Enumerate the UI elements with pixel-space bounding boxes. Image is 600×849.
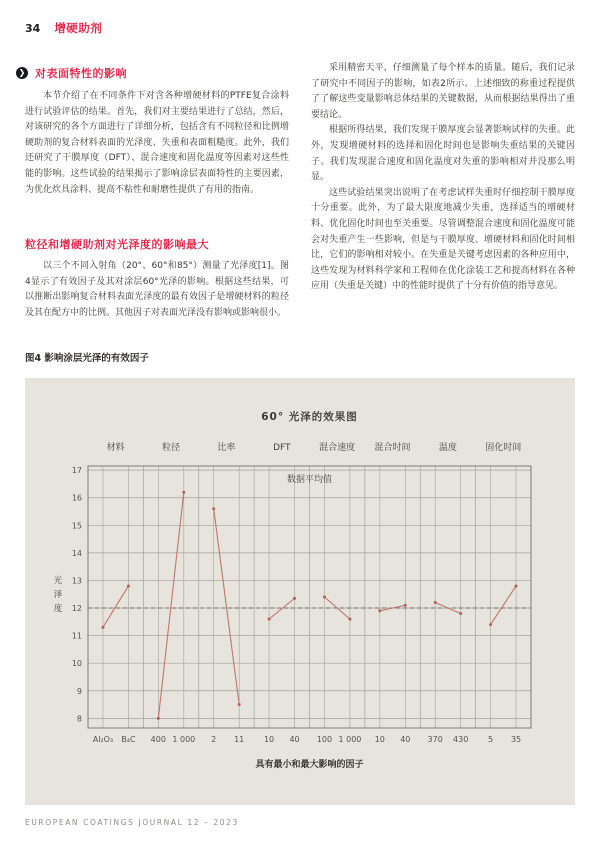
y-tick-label: 11: [71, 631, 82, 641]
body-paragraph: 本节介绍了在不同条件下对含各种增硬材料的PTFE复合涂料进行试验评估的结果。首先，我们对主要结果进行了总结，然后，对该研究的各个方面进行了详细分析，包括含有不同粒径和比例增硬助剂的复合材料表面的光泽度、失重和表面粗糙度。此外，我们还研究了干膜厚度（DFT）、混合速度和固化温度等因素对这些性能的影响。这些试验的结果揭示了影响涂层表面特性的主要因素，为优化炊具涂料、提高不粘性和耐磨性提供了有用的指南。: [25, 91, 289, 195]
arrow-bullet-icon: ❯: [16, 67, 28, 79]
x-tick-label: 11: [234, 735, 245, 744]
y-tick-label: 13: [71, 576, 82, 586]
data-segment: [103, 586, 128, 627]
data-segment: [269, 598, 294, 619]
data-point: [459, 612, 462, 615]
factor-label: 混合速度: [319, 443, 356, 453]
x-tick-label: 2: [211, 735, 217, 744]
page-header-title: 增硬助剂: [54, 21, 103, 35]
data-point: [212, 507, 215, 510]
x-axis-title: 具有最小和最大影响的因子: [255, 760, 364, 770]
right-column: [311, 61, 575, 295]
factor-label: 固化时间: [485, 443, 522, 453]
footer-journal-line: EUROPEAN COATINGS JOURNAL 12 – 2023: [25, 818, 239, 827]
left-column-paragraph-2: [25, 259, 289, 321]
body-paragraph: 这些试验结果突出说明了在考虑试样失重时仔细控制干膜厚度十分重要。此外，为了最大限度地减少失重，选择适当的增硬材料、优化固化时间也至关重要。尽管调整混合速度和固化温度可能会对失重产生一些影响，但是与干膜厚度、增硬材料和固化时间相比，它们的影响相对较小。在失重是关键考虑因素的各种应用中，这些发现为材料科学家和工程师在优化涂装工艺和提高材料在各种应用（失重是关键）中的性能时提供了十分有价值的指导意见。: [311, 187, 575, 292]
data-segment: [214, 509, 239, 705]
factor-label: DFT: [273, 443, 291, 453]
x-tick-label: 1 000: [172, 735, 196, 744]
section1-heading: [16, 65, 127, 81]
x-tick-label: 35: [510, 735, 522, 744]
section1-title: 对表面特性的影响: [35, 67, 127, 80]
x-tick-label: 40: [289, 735, 300, 744]
x-tick-label: Al₂O₃: [92, 735, 114, 744]
factor-label: 比率: [217, 443, 236, 453]
x-tick-label: 1 000: [338, 735, 362, 744]
page-header: [25, 20, 102, 36]
y-tick-label: 9: [76, 686, 82, 696]
x-tick-label: 400: [150, 735, 166, 744]
data-point: [323, 596, 326, 599]
factor-label: 材料: [106, 443, 125, 453]
x-tick-label: 100: [316, 735, 333, 744]
data-point: [157, 717, 160, 720]
data-point: [238, 703, 241, 706]
data-point: [348, 618, 351, 621]
data-point: [127, 584, 130, 587]
body-paragraph: 采用精密天平，仔细测量了每个样本的质量。随后，我们记录了研究中不同因子的影响，如表2所示。上述细致的称重过程提供了了解这些变量影响总体结果的关键数据，从而根据结果得出了重要结论。: [311, 63, 575, 120]
data-point: [434, 601, 437, 604]
chart-title: 60° 光泽的效果图: [261, 411, 358, 423]
y-axis-label: 光泽度: [53, 576, 63, 614]
x-tick-label: 10: [374, 735, 385, 744]
factor-label: 混合时间: [374, 443, 411, 453]
y-tick-label: 12: [71, 604, 82, 614]
x-tick-label: 5: [488, 735, 494, 744]
chart-legend: 数据平均值: [286, 475, 333, 485]
body-paragraph: 根据所得结果，我们发现干膜厚度会显著影响试样的失重。此外，发现增硬材料的选择和固化时间也是影响失重结果的关键因子。我们发现混合速度和固化温度对失重的影响相对并没那么明显。: [311, 125, 575, 183]
data-point: [268, 618, 271, 621]
data-point: [515, 584, 518, 587]
y-tick-label: 16: [71, 493, 82, 503]
y-tick-label: 17: [71, 466, 82, 476]
y-tick-label: 10: [71, 659, 82, 669]
x-tick-label: B₄C: [121, 735, 136, 744]
x-tick-label: 10: [263, 735, 275, 744]
section2-title: 粒径和增硬助剂对光泽度的影响最大: [25, 238, 209, 251]
data-segment: [491, 586, 516, 625]
y-tick-label: 14: [71, 548, 82, 558]
x-tick-label: 40: [400, 735, 411, 744]
data-segment: [158, 492, 183, 718]
left-column-paragraph-1: [25, 89, 289, 198]
data-point: [182, 491, 185, 494]
factor-label: 温度: [438, 443, 457, 453]
y-tick-label: 15: [71, 521, 82, 531]
x-tick-label: 370: [427, 735, 443, 744]
page-number: 34: [25, 22, 41, 35]
figure-caption: 图4 影响涂层光泽的有效因子: [25, 353, 149, 364]
x-tick-label: 430: [453, 735, 469, 744]
data-point: [404, 604, 407, 607]
figure4-chart: [25, 378, 575, 805]
gloss-chart-svg: [25, 378, 575, 805]
data-point: [489, 623, 492, 626]
data-point: [101, 626, 104, 629]
data-point: [378, 609, 381, 612]
data-point: [293, 597, 296, 600]
body-paragraph: 以三个不同入射角（20°、60°和85°）测量了光泽度[1]。图4显示了有效因子及其对涂层60°光泽的影响。根据这些结果，可以推断出影响复合材料表面光泽度的最有效因子是增硬材料的粒径及其在配方中的比例。其他因子对表面光泽没有影响或影响很小。: [25, 261, 289, 318]
y-tick-label: 8: [76, 714, 82, 724]
factor-label: 粒径: [162, 443, 181, 453]
